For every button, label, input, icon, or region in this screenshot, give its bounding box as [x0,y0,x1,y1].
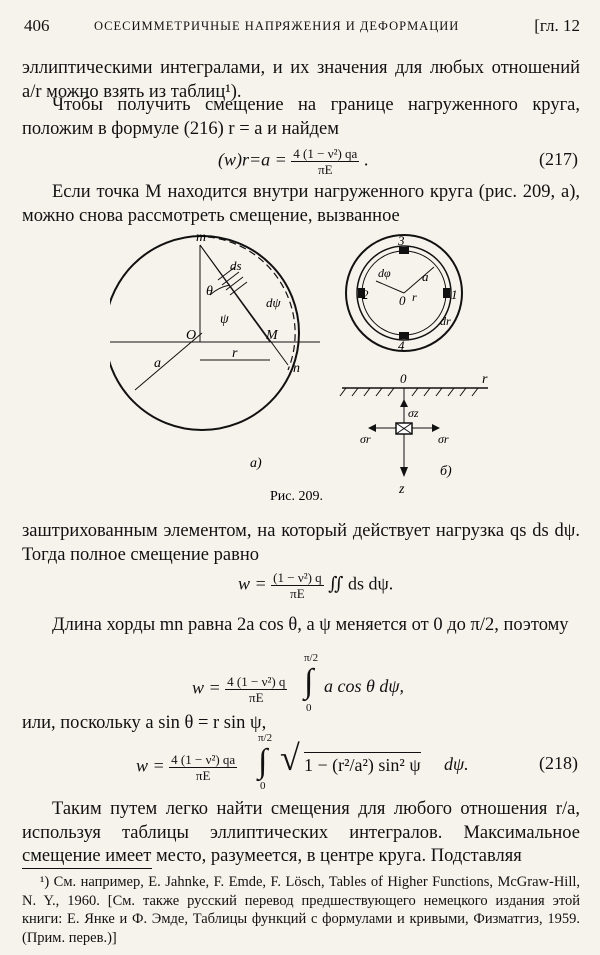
figure-209 [110,225,510,510]
eqB-rhs: a cos θ dψ, [324,676,405,696]
ring-label-O: 0 [399,293,406,308]
paragraph-4: заштрихованным элементом, на который действует нагрузка qs ds dψ. Тогда полное смещение равно [22,521,580,565]
chapter-label: [гл. 12 [534,16,580,35]
ring-block-1 [443,288,450,298]
eq218-integral-sign: ∫ [258,743,268,780]
b-label-z: z [399,482,405,497]
eqB-numerator: 4 (1 − ν²) q [227,674,286,689]
sigma-r-right-arrowhead [432,424,440,432]
eqA-rhs: ∬ ds dψ. [328,573,394,594]
paragraph-5: Длина хорды mn равна 2a cos θ, а ψ меняется от 0 до π/2, поэтому [52,615,569,635]
label-psi: ψ [220,312,229,327]
dashed-arc [208,237,295,370]
eqB-integral-sign: ∫ [304,663,314,700]
label-dpsi: dψ [266,295,281,310]
eqB-denominator: πE [249,690,264,705]
ring-label-r: r [412,290,417,304]
eq218-denominator: πE [195,768,211,783]
b-label-O: 0 [400,371,407,386]
paragraph-2: Чтобы получить смещение на границе нагруженного круга, положим в формуле (216) r = a и найдем [22,95,580,139]
eqB-int-bottom: 0 [306,702,312,714]
angle-arc-psi [210,285,230,295]
b-label-sigma-z: σz [408,406,419,420]
ring-label-2: 2 [362,287,369,302]
page-number: 406 [24,16,50,35]
eqA-numerator: (1 − ν²) q [273,570,322,585]
z-arrow [400,467,408,477]
label-a: a [154,356,161,371]
eq218-numerator: 4 (1 − ν²) qa [171,752,236,767]
eq218-radical-sign: √ [280,738,300,778]
footnote: ¹) См. например, E. Jahnke, F. Emde, F. Lösch, Tables of Higher Functions, McGraw-Hill, N. Y., 1960. [См. также русский перевод предшествующего немецкого издания этой книги: Е. Янке и Ф. Эмде, Таблицы функций с формулами и кривыми, Физматгиз, 1959. (Прим. перев.)] [22,874,580,946]
figure-part-b [340,371,488,497]
surface-hatch [340,388,478,396]
running-title: ОСЕСИММЕТРИЧНЫЕ НАПРЯЖЕНИЯ И ДЕФОРМАЦИИ [94,19,460,33]
ring-label-dr: dr [440,314,451,328]
b-label-sigma-r-right: σr [438,432,449,446]
eq218-number: (218) [539,753,578,773]
eq217-tail: . [363,149,369,170]
label-theta: θ [206,284,213,299]
b-label-sigma-r-left: σr [360,432,371,446]
footnote-rule [22,868,152,869]
figure-part-a [110,230,320,471]
label-M: M [266,328,278,343]
eq217-fraction [291,146,359,177]
b-label-r: r [482,372,488,387]
eqA-denominator: πE [290,586,305,601]
eq218-fraction [169,752,237,783]
ring-label-a: a [422,269,429,284]
eqB-fraction [225,674,287,705]
eqA-fraction [271,570,324,601]
label-m: m [196,230,207,245]
label-ds: ds [230,258,242,273]
eq217-lhs: (w)r=a = [218,149,287,170]
equation-217 [218,146,368,177]
ring-label-dphi: dφ [378,266,391,280]
eqA-lhs: w = [238,573,267,594]
ring-label-3: 3 [398,233,405,248]
eq218-tail: dψ. [444,754,469,774]
ring-radius-a [404,267,434,293]
eqB-int-top: π/2 [304,652,319,664]
ring-block-3 [399,247,409,254]
label-O: O [186,328,197,343]
paragraph-3: Если точка M находится внутри нагруженного круга (рис. 209, а), можно снова рассмотреть смещение, вызванное [22,182,580,226]
eq218-lhs: w = [136,755,165,776]
equation-double-integral [238,570,393,601]
subfigure-b-label: б) [440,464,452,479]
eq218-int-top: π/2 [258,732,273,744]
sigma-z-arrowhead [400,399,408,407]
subfigure-a-label: а) [250,456,262,471]
ring-label-1: 1 [451,287,458,302]
eq218-int-bottom: 0 [260,780,266,792]
eqB-lhs: w = [192,677,221,698]
label-n: n [293,361,300,376]
eq218-radicand: 1 − (r²/a²) sin² ψ [304,752,421,776]
ring-label-4: 4 [398,338,405,353]
figure-ring [346,233,462,353]
sigma-r-left-arrowhead [368,424,376,432]
figure-caption: Рис. 209. [270,489,323,504]
eq217-denominator: πE [318,162,333,177]
label-r: r [232,346,238,361]
paragraph-7: Таким путем легко найти смещения для любого отношения r/a, используя таблицы эллиптических интегралов. Максимальное смещение имеет место, разумеется, в центре круга. Подставляя [22,799,580,866]
paragraph-6: или, поскольку a sin θ = r sin ψ, [22,713,267,733]
paragraph-1: эллиптическими интегралами, и их значения для любых отношений a/r можно взять из таблиц¹). [22,58,580,102]
eq217-number: (217) [539,149,578,169]
ring-radius-r [376,281,404,293]
eq217-numerator: 4 (1 − ν²) qa [293,146,358,161]
